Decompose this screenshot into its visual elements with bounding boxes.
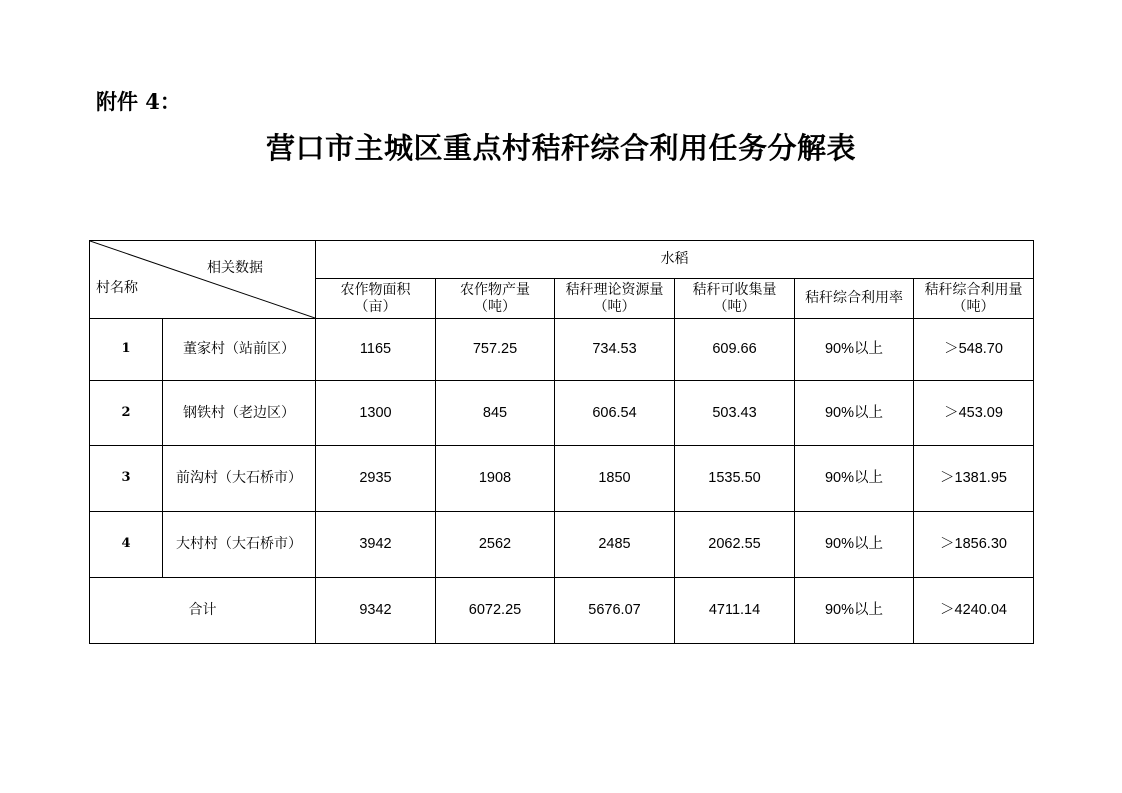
column-header-unit: （吨） [952, 298, 995, 315]
table-row [90, 512, 1034, 578]
cell-straw-collectable: 1535.50 [675, 446, 795, 512]
cell-straw-theoretical: 2485 [555, 512, 675, 578]
cell-crop-output: 1908 [436, 446, 555, 512]
column-header-straw-theoretical [555, 279, 675, 319]
cell-straw-theoretical: 1850 [555, 446, 675, 512]
corner-header-village-name: 村名称 [96, 280, 138, 296]
page-title: 营口市主城区重点村秸秆综合利用任务分解表 [265, 131, 856, 165]
total-crop-area: 9342 [316, 578, 436, 644]
cell-utilization-amount: ＞548.70 [914, 319, 1034, 381]
cell-crop-area: 3942 [316, 512, 436, 578]
attachment-label: 附件 4： [96, 89, 181, 114]
cell-utilization-rate: 90%以上 [795, 512, 914, 578]
task-breakdown-table [89, 240, 1034, 644]
cell-crop-area: 1300 [316, 381, 436, 446]
cell-utilization-amount: ＞453.09 [914, 381, 1034, 446]
column-header-unit: （吨） [593, 298, 636, 315]
village-name: 前沟村（大石桥市） [163, 446, 316, 512]
column-header-line: 秸秆综合利用量 [924, 282, 1023, 299]
cell-utilization-rate: 90%以上 [795, 446, 914, 512]
column-header-crop-area [316, 279, 436, 319]
column-header-unit: （吨） [713, 298, 756, 315]
total-utilization-amount: ＞4240.04 [914, 578, 1034, 644]
cell-crop-area: 2935 [316, 446, 436, 512]
cell-utilization-amount: ＞1381.95 [914, 446, 1034, 512]
row-index: 4 [90, 512, 163, 578]
cell-crop-area: 1165 [316, 319, 436, 381]
column-header-line: 秸秆综合利用率 [805, 290, 903, 307]
column-header-line: 农作物面积 [340, 282, 411, 299]
cell-crop-output: 757.25 [436, 319, 555, 381]
table-row [90, 319, 1034, 381]
village-name: 钢铁村（老边区） [163, 381, 316, 446]
column-header-utilization-rate [795, 279, 914, 319]
corner-header-cell [90, 241, 316, 319]
total-straw-collectable: 4711.14 [675, 578, 795, 644]
cell-straw-theoretical: 734.53 [555, 319, 675, 381]
cell-straw-collectable: 503.43 [675, 381, 795, 446]
total-row [90, 578, 1034, 644]
village-name: 大村村（大石桥市） [163, 512, 316, 578]
village-name: 董家村（站前区） [163, 319, 316, 381]
total-utilization-rate: 90%以上 [795, 578, 914, 644]
row-index: 3 [90, 446, 163, 512]
cell-utilization-amount: ＞1856.30 [914, 512, 1034, 578]
total-straw-theoretical: 5676.07 [555, 578, 675, 644]
column-header-line: 秸秆可收集量 [692, 282, 777, 299]
corner-header-related-data: 相关数据 [207, 260, 263, 276]
column-header-crop-output [436, 279, 555, 319]
cell-utilization-rate: 90%以上 [795, 319, 914, 381]
total-crop-output: 6072.25 [436, 578, 555, 644]
total-label: 合计 [90, 578, 316, 644]
column-header-utilization-amount [914, 279, 1034, 319]
group-header-rice: 水稻 [316, 241, 1034, 279]
column-header-line: 农作物产量 [460, 282, 530, 299]
column-header-unit: （亩） [354, 298, 397, 315]
column-header-unit: （吨） [474, 298, 516, 315]
cell-straw-theoretical: 606.54 [555, 381, 675, 446]
header-row-group [90, 241, 1034, 279]
column-header-line: 秸秆理论资源量 [565, 282, 664, 299]
table-row [90, 446, 1034, 512]
cell-straw-collectable: 609.66 [675, 319, 795, 381]
cell-straw-collectable: 2062.55 [675, 512, 795, 578]
column-header-straw-collectable [675, 279, 795, 319]
row-index: 2 [90, 381, 163, 446]
cell-crop-output: 845 [436, 381, 555, 446]
cell-utilization-rate: 90%以上 [795, 381, 914, 446]
table-row [90, 381, 1034, 446]
row-index: 1 [90, 319, 163, 381]
cell-crop-output: 2562 [436, 512, 555, 578]
